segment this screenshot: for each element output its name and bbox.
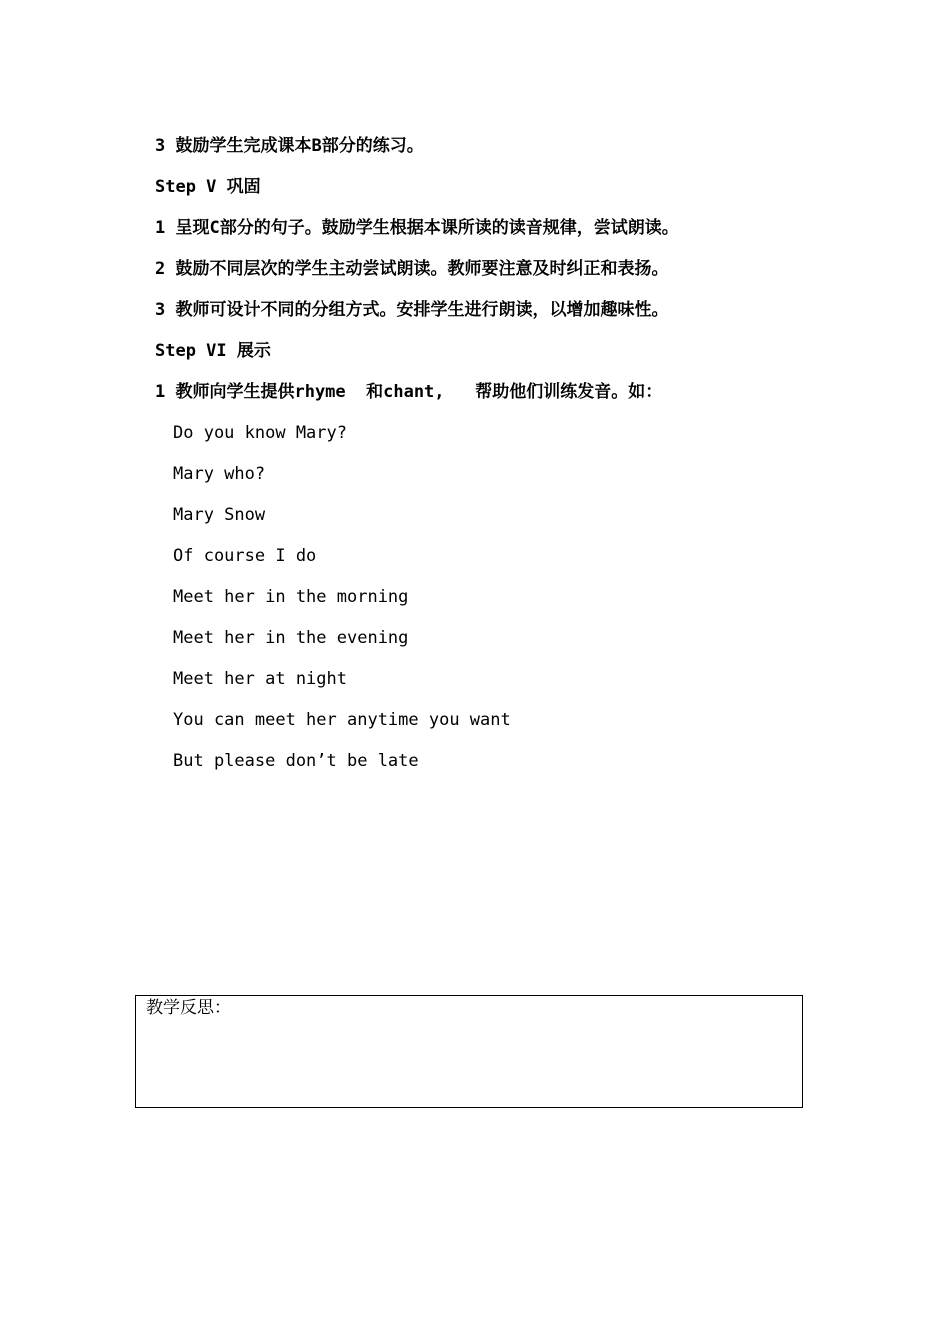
rhyme-line: Meet her in the morning bbox=[173, 587, 409, 607]
rhyme-line: Mary who? bbox=[173, 464, 266, 484]
teaching-reflection-box bbox=[135, 995, 803, 1108]
step-4-item-3: 3 鼓励学生完成课本B部分的练习。 bbox=[155, 136, 424, 156]
step-5-heading: Step V 巩固 bbox=[155, 177, 261, 197]
rhyme-line: Mary Snow bbox=[173, 505, 266, 525]
rhyme-line: You can meet her anytime you want bbox=[173, 710, 511, 730]
rhyme-line: Of course I do bbox=[173, 546, 317, 566]
step-6-item-1: 1 教师向学生提供rhyme 和chant, 帮助他们训练发音。如： bbox=[155, 382, 663, 402]
rhyme-line: But please don’t be late bbox=[173, 751, 419, 771]
rhyme-line: Meet her at night bbox=[173, 669, 347, 689]
step-5-item-2: 2 鼓励不同层次的学生主动尝试朗读。教师要注意及时纠正和表扬。 bbox=[155, 259, 669, 279]
rhyme-line: Do you know Mary? bbox=[173, 423, 347, 443]
step-6-heading: Step VI 展示 bbox=[155, 341, 271, 361]
teaching-reflection-label: 教学反思： bbox=[146, 998, 231, 1018]
step-5-item-1: 1 呈现C部分的句子。鼓励学生根据本课所读的读音规律，尝试朗读。 bbox=[155, 218, 679, 238]
step-5-item-3: 3 教师可设计不同的分组方式。安排学生进行朗读，以增加趣味性。 bbox=[155, 300, 669, 320]
rhyme-line: Meet her in the evening bbox=[173, 628, 409, 648]
